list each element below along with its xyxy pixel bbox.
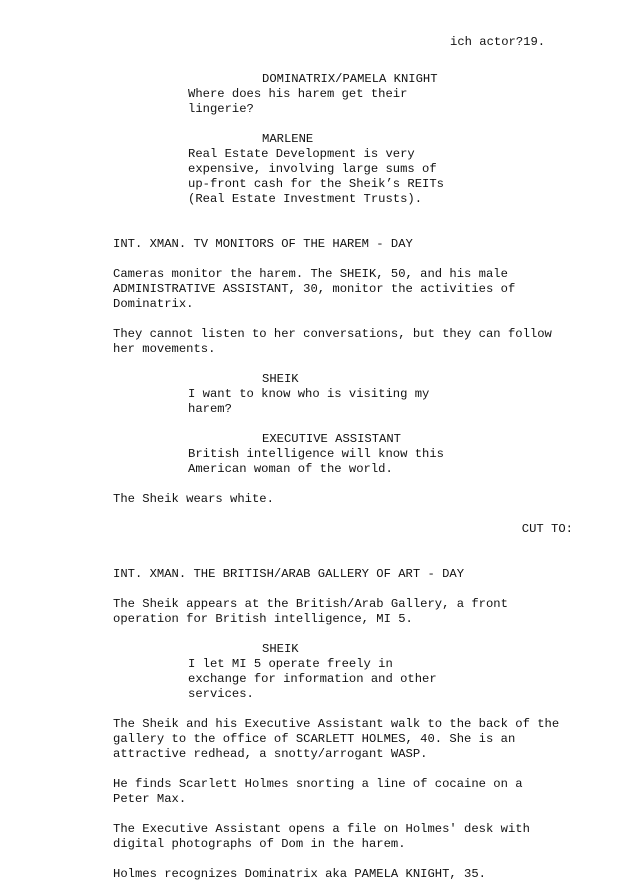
character-name: SHEIK [262, 372, 299, 386]
action-line: The Executive Assistant opens a file on Holmes' desk with [113, 822, 530, 836]
character-name: SHEIK [262, 642, 299, 656]
dialogue-line: Real Estate Development is very [188, 147, 415, 161]
screenplay-body [113, 72, 573, 882]
action-line: Dominatrix. [113, 297, 194, 311]
action-line: Holmes recognizes Dominatrix aka PAMELA KNIGHT, 35. [113, 867, 486, 881]
scene-heading: INT. XMAN. THE BRITISH/ARAB GALLERY OF ART - DAY [113, 567, 465, 581]
character-name: MARLENE [262, 132, 314, 146]
character-name: DOMINATRIX/PAMELA KNIGHT [262, 72, 438, 86]
action-line: attractive redhead, a snotty/arrogant WASP. [113, 747, 428, 761]
transition: CUT TO: [521, 522, 573, 536]
action-line: Peter Max. [113, 792, 187, 806]
scene-heading: INT. XMAN. TV MONITORS OF THE HAREM - DAY [113, 237, 413, 251]
action-line: gallery to the office of SCARLETT HOLMES, 40. She is an [113, 732, 516, 746]
dialogue-line: American woman of the world. [188, 462, 393, 476]
action-line: ADMINISTRATIVE ASSISTANT, 30, monitor the activities of [113, 282, 516, 296]
action-line: Cameras monitor the harem. The SHEIK, 50, and his male [113, 267, 508, 281]
dialogue-line: British intelligence will know this [188, 447, 444, 461]
dialogue-line: expensive, involving large sums of [188, 162, 437, 176]
dialogue-line: lingerie? [188, 102, 254, 116]
action-line: The Sheik appears at the British/Arab Gallery, a front [113, 597, 508, 611]
dialogue-line: services. [188, 687, 254, 701]
action-line: The Sheik and his Executive Assistant walk to the back of the [113, 717, 560, 731]
action-line: He finds Scarlett Holmes snorting a line of cocaine on a [113, 777, 523, 791]
dialogue-line: exchange for information and other [188, 672, 437, 686]
action-line: her movements. [113, 342, 216, 356]
action-line: They cannot listen to her conversations, but they can follow [113, 327, 552, 341]
dialogue-line: harem? [188, 402, 232, 416]
action-line: The Sheik wears white. [113, 492, 274, 506]
dialogue-line: I want to know who is visiting my [188, 387, 430, 401]
dialogue-line: up-front cash for the Sheik’s REITs [188, 177, 444, 191]
action-line: digital photographs of Dom in the harem. [113, 837, 406, 851]
dialogue-line: Where does his harem get their [188, 87, 408, 101]
action-line: operation for British intelligence, MI 5. [113, 612, 413, 626]
dialogue-line: (Real Estate Investment Trusts). [188, 192, 423, 206]
character-name: EXECUTIVE ASSISTANT [262, 432, 401, 446]
page-header: ich actor?19. [450, 35, 546, 49]
dialogue-line: I let MI 5 operate freely in [188, 657, 393, 671]
